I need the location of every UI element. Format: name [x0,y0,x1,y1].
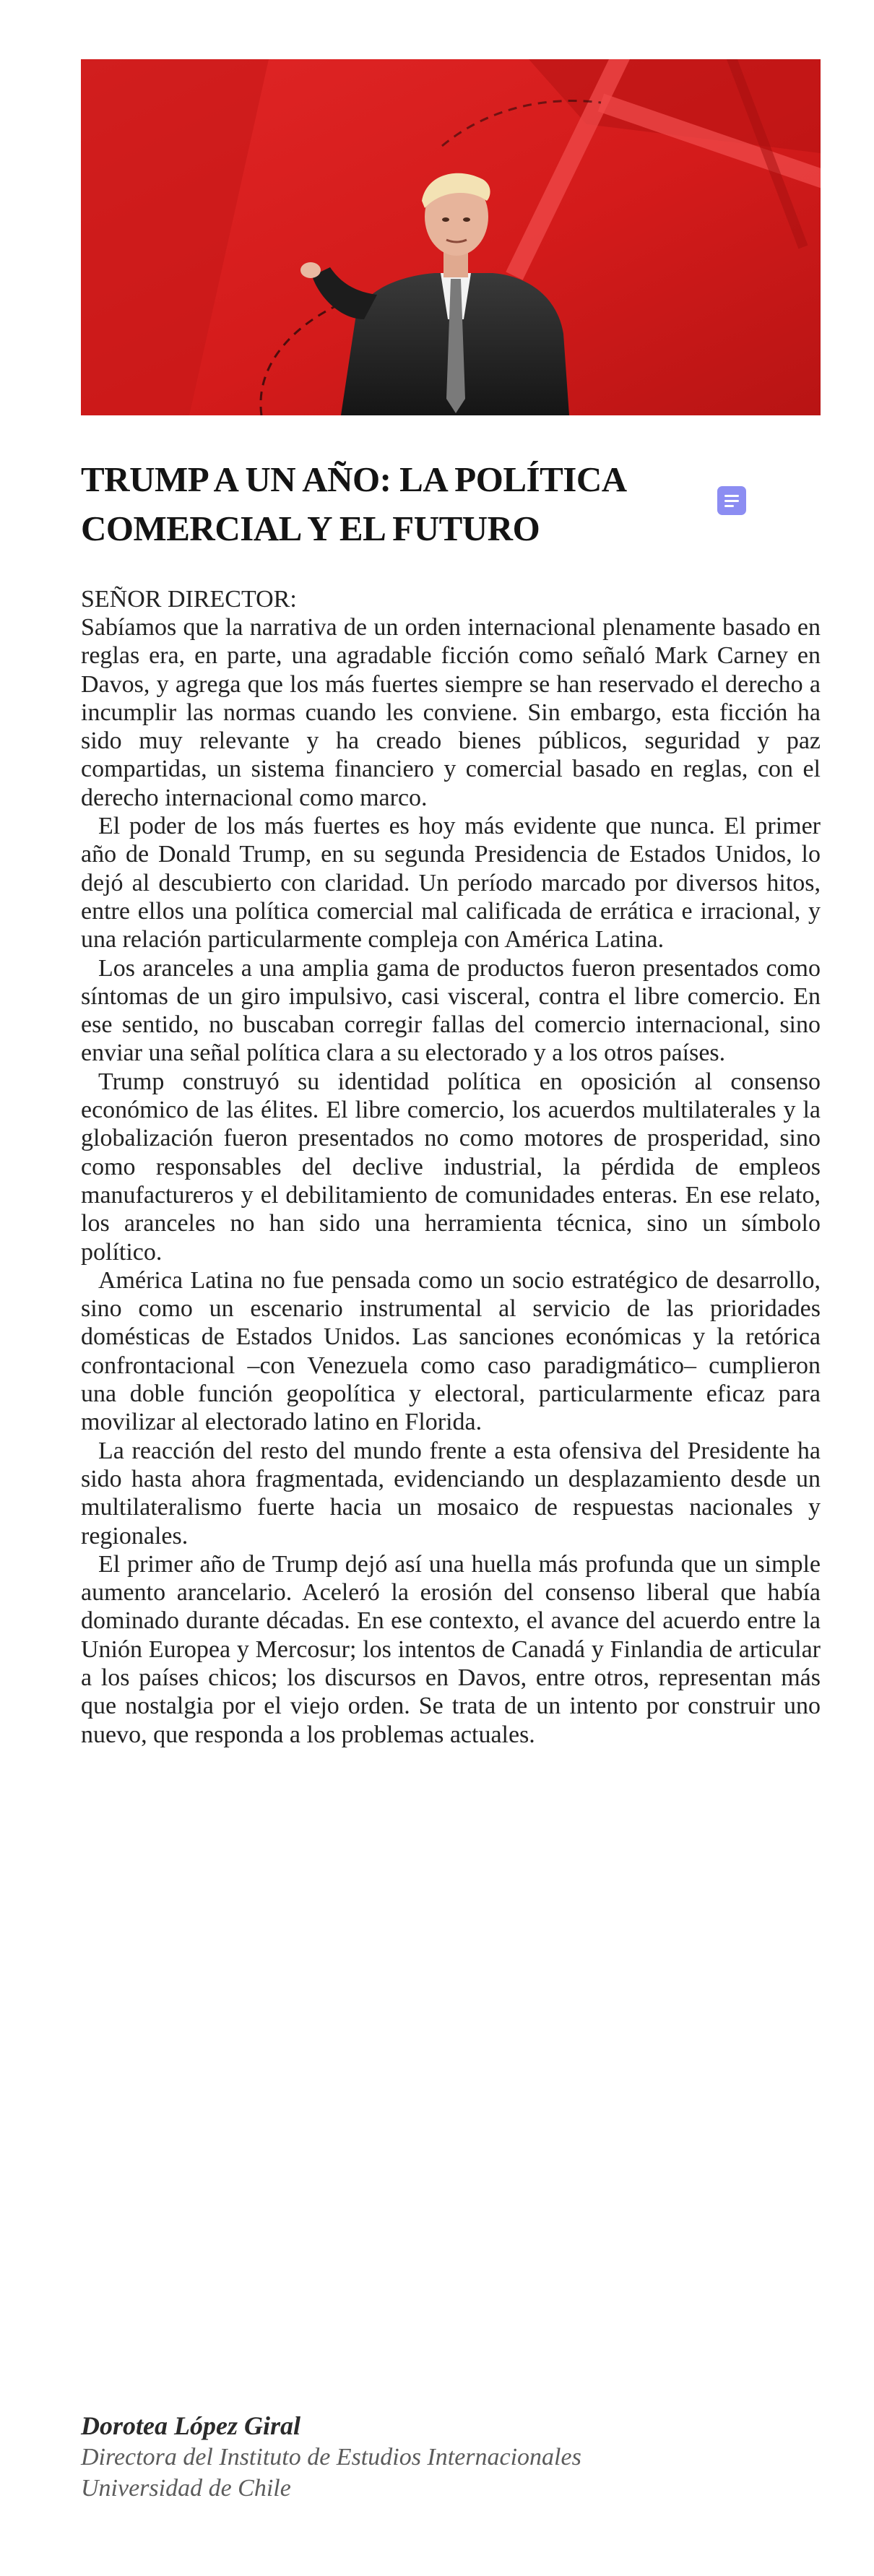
author-institution: Universidad de Chile [81,2475,291,2502]
paragraph: La reacción del resto del mundo frente a esta ofensiva del Presidente ha sido hasta ahora fragmentada, evidenciando un desplazamiento desde un multilateralismo fuerte hacia un mosaico de respuestas nacionales y regionales. [81,1437,821,1550]
author-role: Directora del Instituto de Estudios Internacionales [81,2444,581,2471]
paragraph: Los aranceles a una amplia gama de productos fueron presentados como síntomas de un giro impulsivo, casi visceral, contra el libre comercio. En ese sentido, no buscaban corregir fallas del comercio internacional, sino enviar una señal política clara a su electorado y a los otros países. [81,954,821,1067]
paragraph: América Latina no fue pensada como un socio estratégico de desarrollo, sino como un escenario instrumental al servicio de las prioridades domésticas de Estados Unidos. Las sanciones económicas y la retórica confrontacional –con Venezuela como caso paradigmático– cumplieron una doble función geopolítica y electoral, particularmente eficaz para movilizar al electorado latino en Florida. [81,1266,821,1436]
article-body [81,613,821,1749]
hero-illustration [81,59,821,415]
author-name: Dorotea López Giral [81,2411,300,2440]
paragraph: El poder de los más fuertes es hoy más evidente que nunca. El primer año de Donald Trump, en su segunda Presidencia de Estados Unidos, lo dejó al descubierto con claridad. Un período marcado por diversos hitos, entre ellos una política comercial mal calificada de errática e irracional, y una relación particularmente compleja con América Latina. [81,813,821,954]
article-title: TRUMP A UN AÑO: LA POLÍTICA COMERCIAL Y EL FUTURO [81,459,625,548]
paragraph: Trump construyó su identidad política en oposición al consenso económico de las élites. El libre comercio, los acuerdos multilaterales y la globalización fueron presentados no como motores de prosperidad, sino como responsables del declive industrial, la pérdida de empleos manufactureros y el debilitamiento de comunidades enteras. En ese relato, los aranceles no han sido una herramienta técnica, sino un símbolo político. [81,1068,821,1266]
hero-image [81,59,821,415]
paragraph: El primer año de Trump dejó así una huella más profunda que un simple aumento arancelario. Aceleró la erosión del consenso liberal que había dominado durante décadas. En ese contexto, el avance del acuerdo entre la Unión Europea y Mercosur; los intentos de Canadá y Finlandia de articular a los países chicos; los discursos en Davos, entre otros, representan más que nostalgia por el viejo orden. Se trata de un intento por construir uno nuevo, que responda a los problemas actuales. [81,1550,821,1748]
salutation: SEÑOR DIRECTOR: [81,586,297,613]
signature [81,2410,821,2504]
note-icon[interactable] [717,486,746,515]
paragraph: Sabíamos que la narrativa de un orden internacional plenamente basado en reglas era, en parte, una agradable ficción como señaló Mark Carney en Davos, y agrega que los más fuertes siempre se han reservado el derecho a incumplir las normas cuando les conviene. Sin embargo, esta ficción ha sido muy relevante y ha creado bienes públicos, seguridad y paz compartidas, un sistema financiero y comercial basado en reglas, con el derecho internacional como marco. [81,614,821,811]
